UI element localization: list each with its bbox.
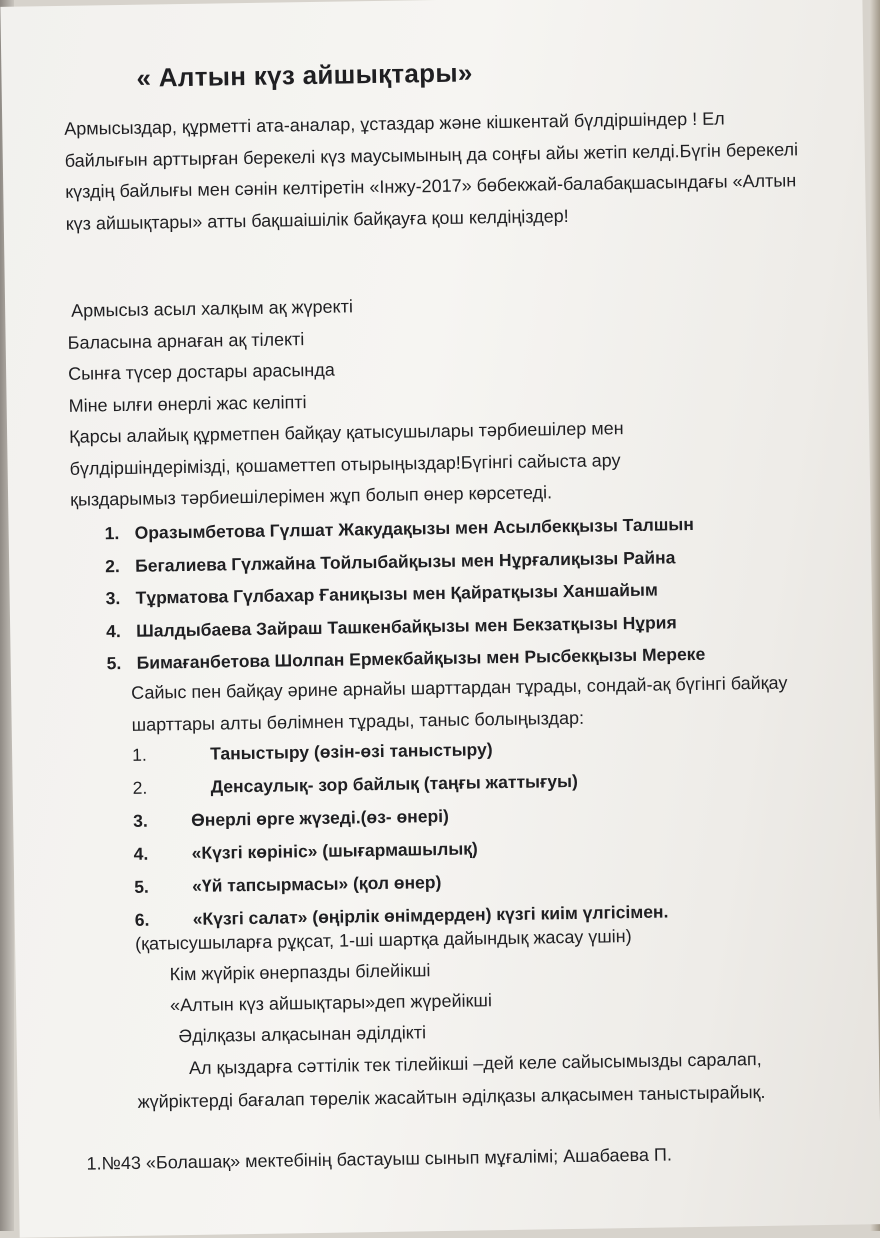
list-item-text: Өнерлі өрге жүзеді.(өз- өнері) [191, 805, 450, 830]
list-item-text: Шалдыбаева Зайраш Ташкенбайқызы мен Бекзатқызы Нұрия [136, 611, 677, 641]
list-item-number: 1. [104, 523, 120, 544]
list-item-number: 2. [105, 555, 120, 576]
tail-line: Әділқазы алқасынан әділдікті [178, 1022, 427, 1047]
list-item-number: 4. [133, 843, 149, 864]
tail-block [135, 921, 633, 1053]
list-item-number: 1. [131, 744, 147, 765]
poem-block [67, 284, 830, 516]
closing-rest: саралап, жүйріктерді бағалап төрелік жасайтын әділқазы алқасымен таныстырайық. [137, 1049, 766, 1112]
poem-line: бүлдіршіндерімізді, қошаметтеп отырыңыздар!Бүгінгі сайыста ару [69, 449, 621, 479]
list-item-text: Денсаулық- зор байлық (таңғы жаттығуы) [210, 770, 578, 797]
participants-list [104, 508, 705, 680]
list-item-number: 3. [105, 588, 121, 609]
list-item-number: 5. [106, 653, 122, 674]
poem-line: Міне ылғи өнерлі жас келіпті [68, 391, 307, 416]
list-item-number: 4. [106, 620, 121, 641]
list-item-text: Бегалиева Гүлжайна Тойлыбайқызы мен Нұрғалиқызы Райна [135, 546, 676, 576]
list-item-number: 2. [132, 777, 148, 798]
list-item-number: 6. [134, 909, 150, 930]
conditions-note: Сайыс пен байқау әрине арнайы шарттардан тұрады, сондай-ақ бүгінгі байқау шарттары алты бөлімнен тұрады, таныс болыңыздар: [131, 672, 788, 735]
list-item-text: Таныстыру (өзін-өзі таныстыру) [209, 739, 493, 764]
list-item-text: «Үй тапсырмасы» (қол өнер) [192, 872, 442, 896]
poem-line: қыздарымыз тәрбиешілерімен жұп болып өнер көрсетеді. [69, 482, 553, 510]
list-item-text: «Күзгі салат» (өңірлік өнімдерден) күзгі киім үлгісімен. [192, 901, 669, 929]
tail-line: Кім жүйрік өнерпазды білейікші [169, 960, 431, 985]
poem-line: Баласына арнаған ақ тілекті [67, 328, 305, 353]
poem-line: Қарсы алайық құрметпен байқау қатысушылары тәрбиешілер мен [68, 418, 624, 447]
list-item-text: Оразымбетова Гүлшат Жакудақызы мен Асылбекқызы Талшын [134, 514, 695, 543]
tail-line: (қатысушыларға рұқсат, 1-ші шартқа дайындық жасау үшін) [134, 926, 632, 954]
poem-line: Сынға түсер достары арасында [68, 359, 335, 384]
document-title: « Алтын күз айшықтары» [136, 57, 473, 93]
list-item-text: Бимағанбетова Шолпан Ермекбайқызы мен Рысбекқызы Мереке [136, 643, 706, 673]
closing-first-line: Ал қыздарға сәттілік тек тілейікші –дей келе сайысымызды [188, 1050, 683, 1079]
tail-line: «Алтын күз айшықтары»деп жүрейікші [169, 990, 493, 1016]
list-item-number: 5. [134, 876, 149, 897]
closing-paragraph [137, 1042, 828, 1119]
jury-member-line: 1.№43 «Болашақ» мектебінің бастауыш сынып мұғалімі; Ашабаева П. [86, 1144, 673, 1174]
list-item-number: 3. [133, 810, 148, 831]
poem-line: Армысыз асыл халқым ақ жүректі [71, 296, 354, 321]
intro-paragraph: Армысыздар, құрметті ата-аналар, ұстаздар және кішкентай бүлдіршіндер ! Ел байлығын арттырған берекелі күз маусымының да соңғы айы жетіп келді.Бүгін берекелі күздің байлығы мен сәнін келтіретін «Інжу-2017» бөбекжай-балабақшасындағы «Алтын күз айшықтары» атты бақшаішілік байқауға қош келдіңіздер! [64, 108, 799, 234]
list-item-text: «Күзгі көрініс» (шығармашылық) [191, 838, 478, 863]
list-item-text: Тұрматова Гүлбахар Ғаниқызы мен Қайратқызы Ханшайым [135, 579, 658, 608]
contest-parts-list [132, 730, 669, 936]
